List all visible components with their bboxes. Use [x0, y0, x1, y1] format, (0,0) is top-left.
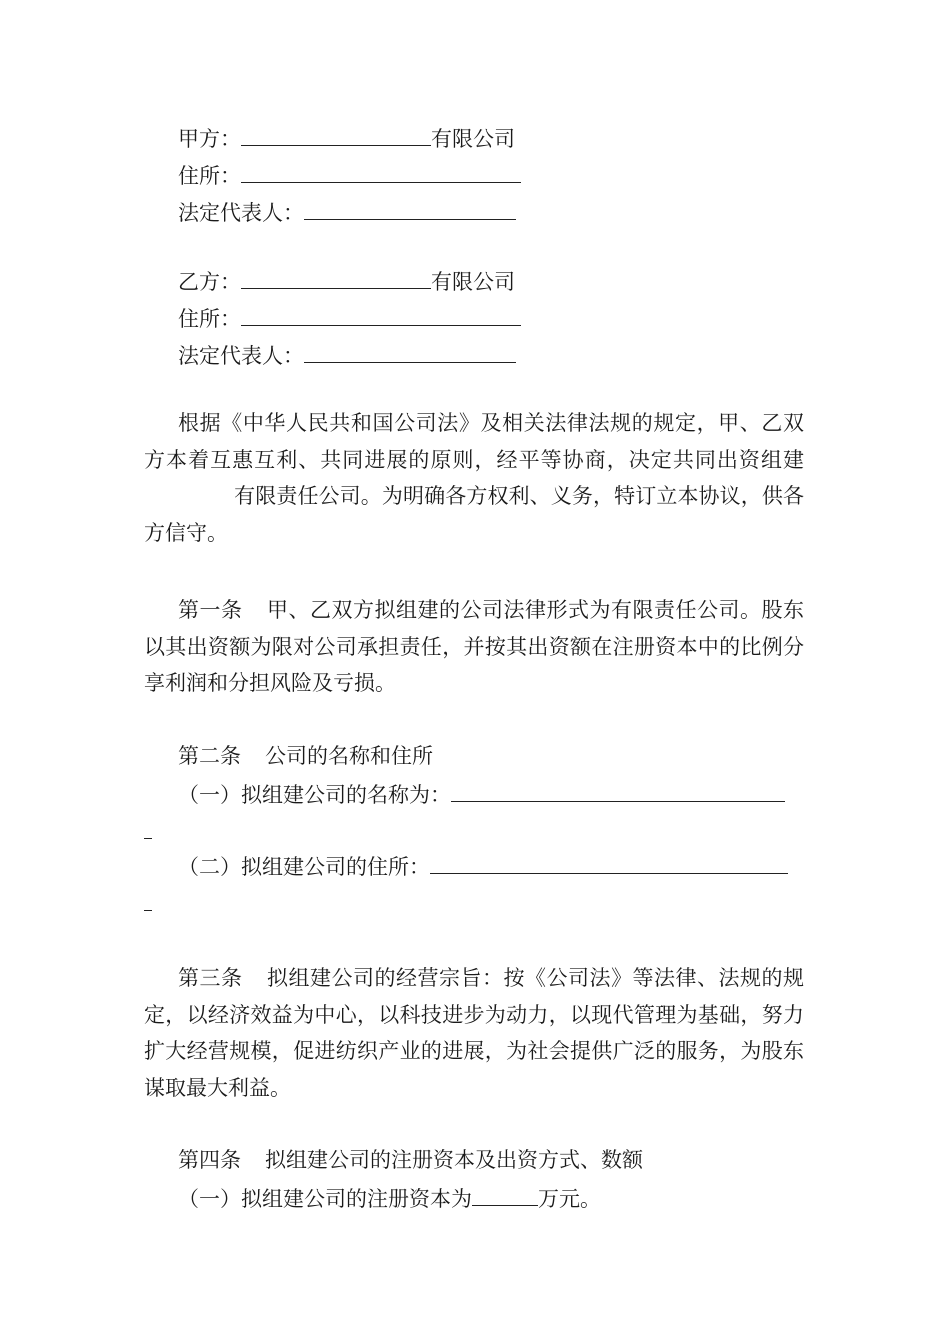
party-a-name-line [178, 127, 515, 150]
party-a-label: 甲方： [178, 127, 241, 151]
article-4-heading-line [178, 1150, 643, 1171]
party-b-name-line [178, 270, 515, 293]
party-b-rep-label: 法定代表人： [178, 344, 304, 368]
party-a-suffix: 有限公司 [431, 127, 515, 151]
company-name-blank[interactable] [451, 783, 785, 802]
article-2-heading: 公司的名称和住所 [265, 744, 433, 768]
party-b-address-label: 住所： [178, 307, 241, 331]
article-3-paragraph [144, 960, 804, 1107]
preamble-paragraph [144, 405, 804, 552]
party-a-rep-line [178, 201, 516, 224]
article-2-item-2-line [178, 855, 788, 878]
company-address-blank-continuation [144, 910, 152, 911]
party-a-rep-blank[interactable] [304, 201, 516, 220]
article-2-item-2-label: （二）拟组建公司的住所： [178, 855, 430, 879]
company-name-blank-continuation [144, 838, 152, 839]
registered-capital-blank[interactable] [472, 1187, 538, 1206]
preamble-part1: 根据《中华人民共和国公司法》及相关法律法规的规定，甲、乙双方本着互惠互利、共同进展的原则，经平等协商，决定共同出资组建 [144, 411, 804, 472]
article-4-heading: 拟组建公司的注册资本及出资方式、数额 [265, 1148, 643, 1172]
article-1-paragraph [144, 592, 804, 702]
article-3-title: 第三条 [178, 966, 243, 990]
party-b-address-line [178, 307, 521, 330]
party-a-name-blank[interactable] [241, 127, 431, 146]
party-b-address-blank[interactable] [241, 307, 521, 326]
article-4-item-1-line [178, 1187, 601, 1210]
article-4-item-1-suffix: 万元。 [538, 1187, 601, 1211]
party-a-rep-label: 法定代表人： [178, 201, 304, 225]
party-a-address-line [178, 164, 521, 187]
company-address-blank[interactable] [430, 855, 788, 874]
party-b-suffix: 有限公司 [431, 270, 515, 294]
preamble-part2: 有限责任公司。为明确各方权利、义务，特订立本协议，供各方信守。 [144, 484, 804, 546]
article-2-title: 第二条 [178, 744, 241, 768]
party-b-label: 乙方： [178, 270, 241, 294]
party-b-name-blank[interactable] [241, 270, 431, 289]
article-1-text: 甲、乙双方拟组建的公司法律形式为有限责任公司。股东以其出资额为限对公司承担责任，并按其出资额在注册资本中的比例分享利润和分担风险及亏损。 [144, 598, 804, 696]
article-2-item-1-line [178, 783, 785, 806]
article-3-text: 拟组建公司的经营宗旨：按《公司法》等法律、法规的规定，以经济效益为中心，以科技进步为动力，以现代管理为基础，努力扩大经营规模，促进纺织产业的进展，为社会提供广泛的服务，为股东谋取最大利益。 [144, 966, 804, 1101]
party-b-rep-blank[interactable] [304, 344, 516, 363]
article-4-title: 第四条 [178, 1148, 241, 1172]
article-2-item-1-label: （一）拟组建公司的名称为： [178, 783, 451, 807]
article-4-item-1-prefix: （一）拟组建公司的注册资本为 [178, 1187, 472, 1211]
article-2-heading-line [178, 746, 433, 767]
article-1-title: 第一条 [178, 598, 243, 622]
party-a-address-label: 住所： [178, 164, 241, 188]
party-b-rep-line [178, 344, 516, 367]
party-a-address-blank[interactable] [241, 164, 521, 183]
